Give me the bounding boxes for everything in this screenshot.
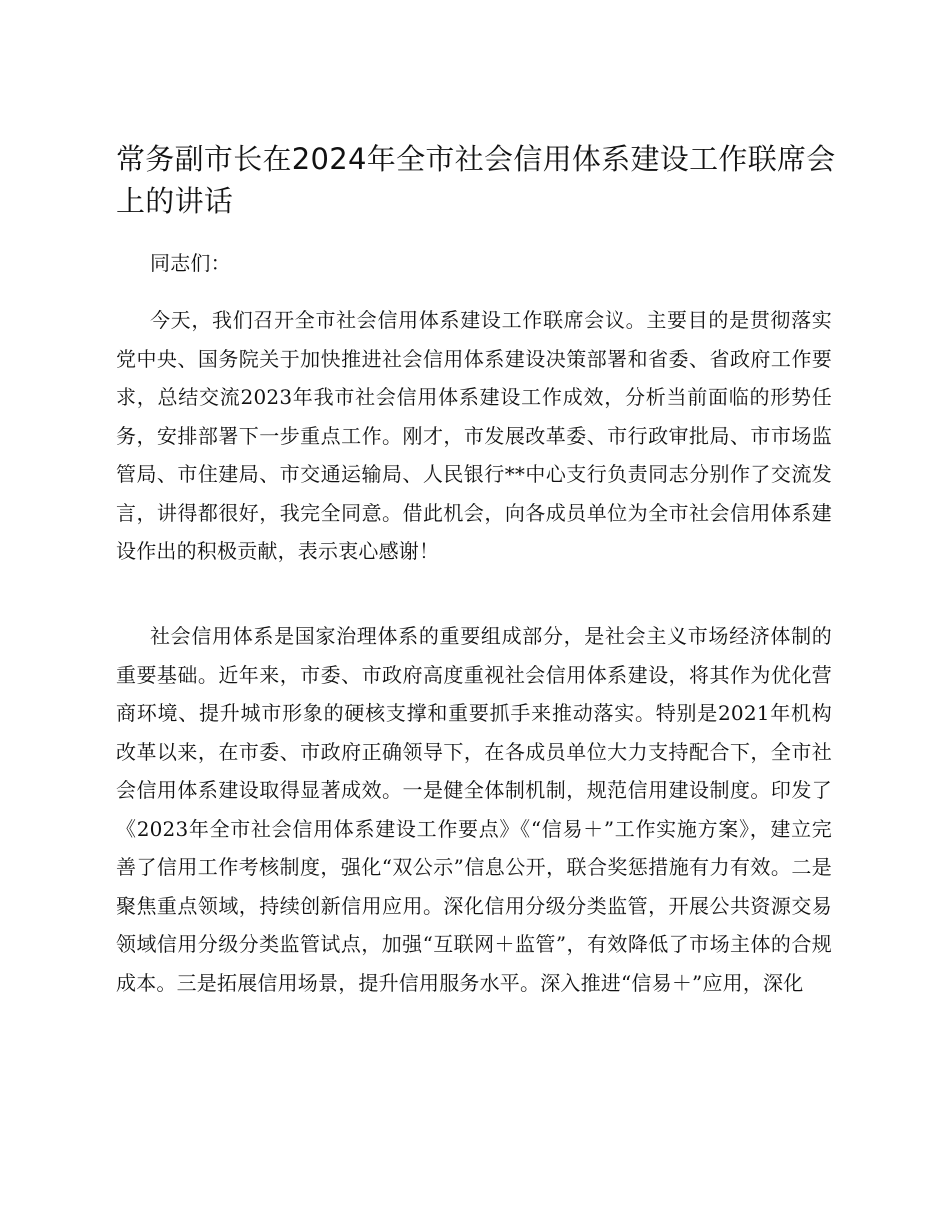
paragraph-1: 今天，我们召开全市社会信用体系建设工作联席会议。主要目的是贯彻落实党中央、国务院关于加快推进社会信用体系建设决策部署和省委、省政府工作要求，总结交流2023年我市社会信用体系建设工作成效，分析当前面临的形势任务，安排部署下一步重点工作。刚才，市发展改革委、市行政审批局、市市场监管局、市住建局、市交通运输局、人民银行**中心支行负责同志分别作了交流发言，讲得都很好，我完全同意。借此机会，向各成员单位为全市社会信用体系建设作出的积极贡献，表示衷心感谢！ <box>116 308 832 563</box>
document-title: 常务副市长在2024年全市社会信用体系建设工作联席会上的讲话 <box>116 142 836 218</box>
paragraph-2: 社会信用体系是国家治理体系的重要组成部分，是社会主义市场经济体制的重要基础。近年来，市委、市政府高度重视社会信用体系建设，将其作为优化营商环境、提升城市形象的硬核支撑和重要抓手来推动落实。特别是2021年机构改革以来，在市委、市政府正确领导下，在各成员单位大力支持配合下，全市社会信用体系建设取得显著成效。一是健全体制机制，规范信用建设制度。印发了《2023年全市社会信用体系建设工作要点》《“信易＋”工作实施方案》，建立完善了信用工作考核制度，强化“双公示”信息公开，联合奖惩措施有力有效。二是聚焦重点领域，持续创新信用应用。深化信用分级分类监管，开展公共资源交易领域信用分级分类监管试点，加强“互联网＋监管”，有效降低了市场主体的合规成本。三是拓展信用场景，提升信用服务水平。深入推进“信易＋”应用，深化 <box>116 624 832 995</box>
salutation: 同志们： <box>150 251 231 275</box>
